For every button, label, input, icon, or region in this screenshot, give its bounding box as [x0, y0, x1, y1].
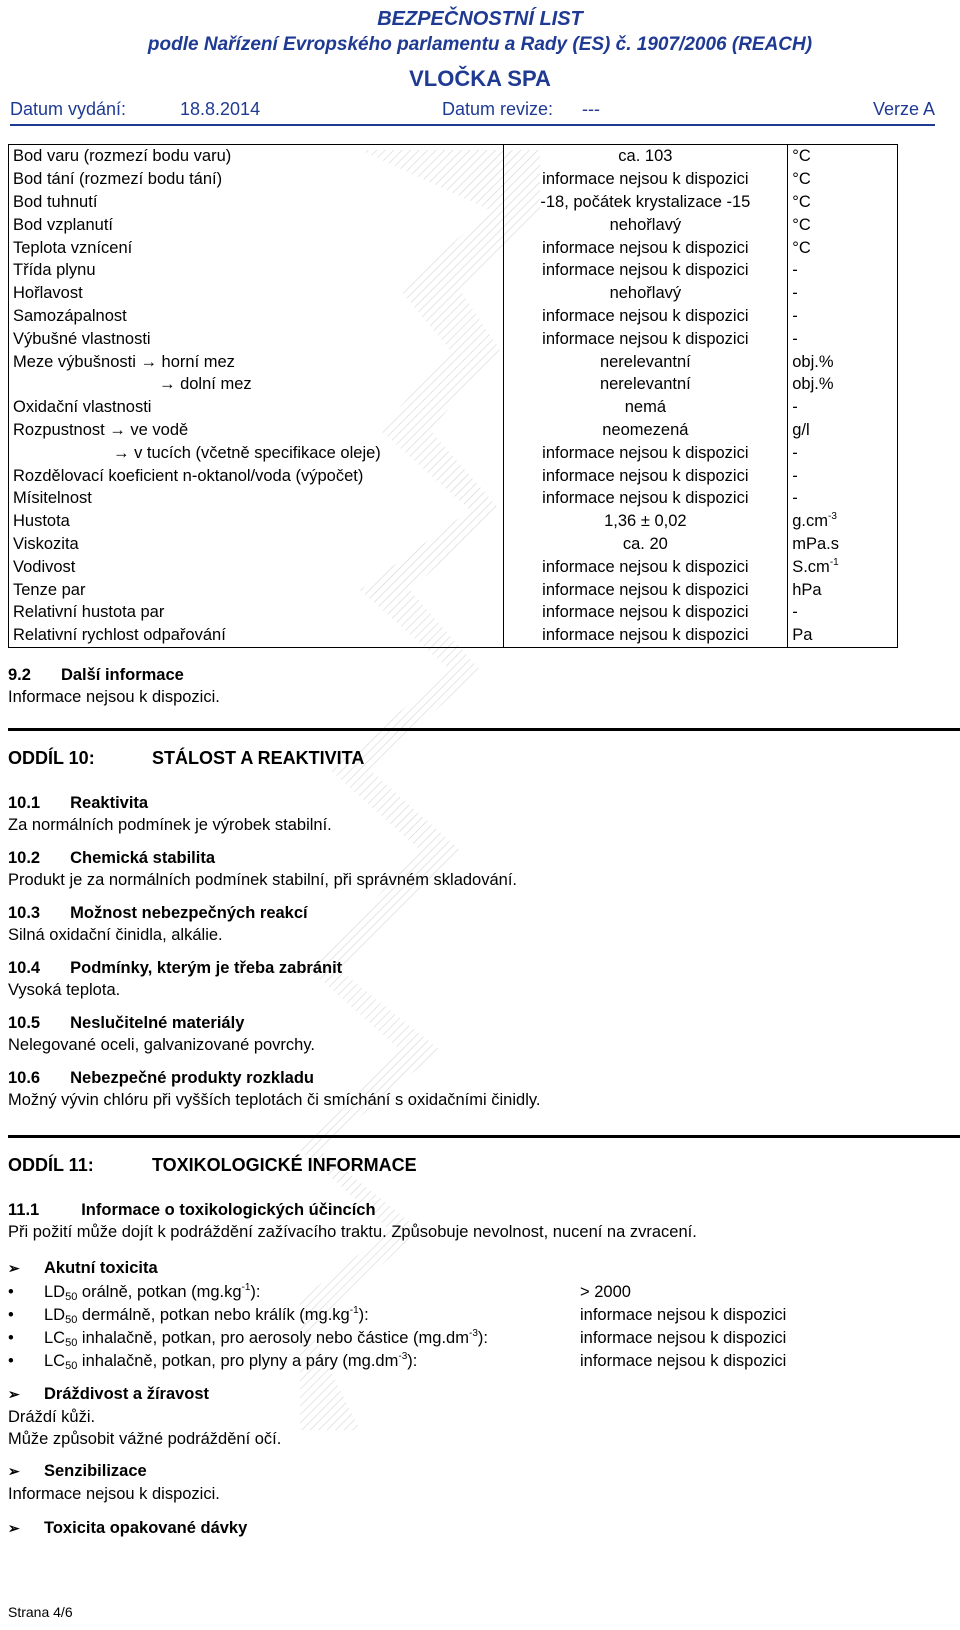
product-name: VLOČKA SPA: [409, 66, 551, 91]
property-row: [9, 441, 898, 464]
property-unit: [788, 305, 898, 328]
section-title: Další informace: [60, 666, 184, 684]
subsection-heading: [8, 1014, 244, 1033]
unit-text: -: [792, 398, 798, 417]
subheading-label: Toxicita opakované dávky: [44, 1519, 248, 1537]
property-unit: [788, 464, 898, 487]
endpoint-code: LC: [44, 1352, 66, 1370]
sensitization-text: Informace nejsou k dispozici.: [8, 1485, 220, 1503]
property-value: ca. 20: [503, 533, 788, 556]
property-value: nemá: [503, 396, 788, 419]
endpoint-suffix: ):: [407, 1352, 418, 1370]
subsection-text: Silná oxidační činidla, alkálie.: [8, 926, 223, 944]
property-name: Bod vzplanutí: [9, 213, 504, 236]
property-name: Mísitelnost: [9, 487, 504, 510]
property-value: informace nejsou k dispozici: [503, 236, 788, 259]
property-row: [9, 396, 898, 419]
property-name: Viskozita: [9, 533, 504, 556]
property-row: [9, 168, 898, 191]
section-number: 9.2: [8, 666, 31, 684]
unit-text: mPa.s: [792, 534, 839, 553]
unit-text: -: [792, 284, 798, 303]
subheading-label: Akutní toxicita: [44, 1259, 158, 1277]
section-11-1-heading: [8, 1201, 376, 1220]
unit-text: S.cm: [792, 557, 830, 576]
regulation-subtitle: podle Nařízení Evropského parlamentu a Rady (ES) č. 1907/2006 (REACH): [147, 34, 813, 55]
endpoint-description: inhalačně, potkan, pro aerosoly nebo částice (mg.dm: [77, 1329, 469, 1347]
document-title: BEZPEČNOSTNÍ LIST: [377, 8, 583, 30]
property-name: Bod tuhnutí: [9, 191, 504, 214]
property-value: informace nejsou k dispozici: [503, 555, 788, 578]
endpoint-suffix: ):: [477, 1329, 488, 1347]
section-9-2-heading: [8, 666, 184, 685]
property-name: Vodivost: [9, 555, 504, 578]
property-name: Oxidační vlastnosti: [9, 396, 504, 419]
endpoint-code: LD: [44, 1283, 66, 1301]
subsection-heading: [8, 849, 215, 868]
property-name: Výbušné vlastnosti: [9, 327, 504, 350]
irritation-line: Dráždí kůži.: [8, 1408, 96, 1426]
property-name: → dolní mez: [9, 373, 504, 396]
property-value: informace nejsou k dispozici: [503, 441, 788, 464]
property-unit: [788, 213, 898, 236]
subsection-number: 10.6: [8, 1069, 41, 1087]
unit-text: g/l: [792, 420, 810, 439]
property-unit: [788, 145, 898, 168]
endpoint-subscript: 50: [65, 1337, 78, 1349]
endpoint-value: informace nejsou k dispozici: [580, 1329, 787, 1347]
property-unit: [788, 441, 898, 464]
endpoint-subscript: 50: [65, 1291, 78, 1303]
unit-text: -: [792, 329, 798, 348]
subheading-label: Dráždivost a žíravost: [44, 1385, 210, 1403]
property-value: informace nejsou k dispozici: [503, 168, 788, 191]
property-unit: [788, 191, 898, 214]
unit-exponent: -1: [829, 556, 839, 568]
property-name: Rozdělovací koeficient n-oktanol/voda (výpočet): [9, 464, 504, 487]
section-9-2-text: Informace nejsou k dispozici.: [8, 688, 220, 706]
subsection-title: Nebezpečné produkty rozkladu: [70, 1069, 315, 1087]
property-row: [9, 419, 898, 442]
property-row: [9, 487, 898, 510]
repeated-dose-heading: [8, 1519, 247, 1538]
subsection-title: Chemická stabilita: [70, 849, 216, 867]
property-value: informace nejsou k dispozici: [503, 624, 788, 647]
property-unit: [788, 396, 898, 419]
endpoint-value: informace nejsou k dispozici: [580, 1306, 787, 1324]
unit-text: g.cm: [792, 512, 828, 531]
subsection-title: Reaktivita: [70, 794, 149, 812]
property-name: Hustota: [9, 510, 504, 533]
issue-date: 18.8.2014: [180, 99, 261, 119]
unit-exponent: -3: [827, 511, 837, 523]
irritation-heading: [8, 1385, 209, 1404]
property-value: nerelevantní: [503, 350, 788, 373]
property-row: [9, 191, 898, 214]
property-value: informace nejsou k dispozici: [503, 487, 788, 510]
endpoint-code: LD: [44, 1306, 66, 1324]
unit-text: obj.%: [792, 375, 834, 394]
property-value: informace nejsou k dispozici: [503, 327, 788, 350]
acute-toxicity-heading: [8, 1259, 158, 1278]
property-unit: [788, 168, 898, 191]
endpoint-label: [44, 1329, 488, 1347]
property-value: nehořlavý: [503, 282, 788, 305]
property-name: Rozpustnost → ve vodě: [9, 419, 504, 442]
unit-text: °C: [792, 192, 811, 211]
subsection-heading: [8, 959, 342, 978]
property-value: neomezená: [503, 419, 788, 442]
section-10-label: ODDÍL 10:: [8, 748, 95, 768]
property-row: [9, 555, 898, 578]
subsection-number: 10.1: [8, 794, 41, 812]
property-unit: [788, 419, 898, 442]
subsection-title: Podmínky, kterým je třeba zabránit: [70, 959, 343, 977]
property-value: nerelevantní: [503, 373, 788, 396]
unit-text: -: [792, 443, 798, 462]
section-divider: [8, 1135, 960, 1138]
property-name: Třída plynu: [9, 259, 504, 282]
revision-value: ---: [582, 99, 600, 119]
unit-text: obj.%: [792, 352, 834, 371]
property-unit: [788, 373, 898, 396]
section-11-1-text: Při požití může dojít k podráždění zažívacího traktu. Způsobuje nevolnost, nucení na zvracení.: [8, 1223, 697, 1241]
unit-text: -: [792, 261, 798, 280]
acute-toxicity-item: [8, 1352, 948, 1371]
irritation-line: Může způsobit vážné podráždění očí.: [8, 1430, 282, 1448]
property-name: Hořlavost: [9, 282, 504, 305]
unit-text: -: [792, 466, 798, 485]
unit-text: hPa: [792, 580, 822, 599]
subsection-text: Vysoká teplota.: [8, 981, 121, 999]
unit-text: °C: [792, 147, 811, 166]
subsection-number: 10.2: [8, 849, 41, 867]
property-unit: [788, 282, 898, 305]
property-row: [9, 464, 898, 487]
property-value: informace nejsou k dispozici: [503, 578, 788, 601]
subsection-text: Produkt je za normálních podmínek stabilní, při správném skladování.: [8, 871, 518, 889]
property-row: [9, 373, 898, 396]
subheading-label: Senzibilizace: [44, 1462, 147, 1480]
unit-text: °C: [792, 170, 811, 189]
property-unit: [788, 327, 898, 350]
property-value: informace nejsou k dispozici: [503, 259, 788, 282]
property-row: [9, 601, 898, 624]
section-11-label: ODDÍL 11:: [8, 1155, 94, 1175]
property-value: ca. 103: [503, 145, 788, 168]
property-unit: [788, 487, 898, 510]
property-name: Relativní hustota par: [9, 601, 504, 624]
subsection-text: Možný vývin chlóru při vyšších teplotách či smíchání s oxidačními činidly.: [8, 1091, 541, 1109]
document-meta-row: [10, 96, 935, 126]
property-row: [9, 305, 898, 328]
property-row: [9, 213, 898, 236]
physical-properties-table: [8, 144, 898, 648]
property-unit: [788, 624, 898, 647]
endpoint-subscript: 50: [65, 1360, 78, 1372]
property-name: → v tucích (včetně specifikace oleje): [9, 441, 504, 464]
subsection-text: Nelegované oceli, galvanizované povrchy.: [8, 1036, 315, 1054]
property-row: [9, 624, 898, 647]
subsection-heading: [8, 1069, 314, 1088]
endpoint-label: [44, 1352, 417, 1370]
section-10-title: STÁLOST A REAKTIVITA: [152, 748, 365, 768]
arrowhead-bullet-icon: ➢: [8, 1463, 20, 1479]
property-value: informace nejsou k dispozici: [503, 464, 788, 487]
unit-text: -: [792, 489, 798, 508]
sensitization-heading: [8, 1462, 147, 1481]
version-label: Verze A: [872, 99, 935, 119]
property-value: nehořlavý: [503, 213, 788, 236]
bullet-dot-icon: •: [8, 1352, 14, 1370]
subsection-heading: [8, 794, 148, 813]
endpoint-description: orálně, potkan (mg.kg: [77, 1283, 242, 1301]
section-title: Informace o toxikologických účincích: [81, 1201, 376, 1219]
property-unit: [788, 533, 898, 556]
bullet-dot-icon: •: [8, 1283, 14, 1301]
section-number: 11.1: [8, 1201, 40, 1219]
property-row: [9, 350, 898, 373]
property-name: Teplota vznícení: [9, 236, 504, 259]
bullet-dot-icon: •: [8, 1306, 14, 1324]
subsection-heading: [8, 904, 308, 923]
property-row: [9, 145, 898, 168]
subsection-title: Neslučitelné materiály: [70, 1014, 245, 1032]
property-row: [9, 236, 898, 259]
property-row: [9, 578, 898, 601]
section-11-title: TOXIKOLOGICKÉ INFORMACE: [152, 1155, 417, 1175]
unit-exponent: -1: [349, 1305, 359, 1316]
property-unit: [788, 578, 898, 601]
endpoint-subscript: 50: [65, 1314, 78, 1326]
endpoint-value: informace nejsou k dispozici: [580, 1352, 787, 1370]
subsection-title: Možnost nebezpečných reakcí: [70, 904, 308, 922]
section-divider: [8, 728, 960, 731]
unit-exponent: -1: [241, 1282, 251, 1293]
unit-text: -: [792, 306, 798, 325]
property-row: [9, 282, 898, 305]
endpoint-label: [44, 1306, 369, 1324]
property-name: Relativní rychlost odpařování: [9, 624, 504, 647]
property-unit: [788, 601, 898, 624]
unit-exponent: -3: [398, 1351, 408, 1362]
endpoint-value: > 2000: [580, 1283, 631, 1301]
property-unit: [788, 350, 898, 373]
property-name: Bod tání (rozmezí bodu tání): [9, 168, 504, 191]
property-value: informace nejsou k dispozici: [503, 601, 788, 624]
endpoint-description: dermálně, potkan nebo králík (mg.kg: [77, 1306, 350, 1324]
issue-date-label: Datum vydání:: [10, 99, 127, 119]
property-unit: [788, 259, 898, 282]
property-unit: [788, 555, 898, 578]
arrowhead-bullet-icon: ➢: [8, 1520, 20, 1536]
endpoint-suffix: ):: [250, 1283, 261, 1301]
subsection-text: Za normálních podmínek je výrobek stabilní.: [8, 816, 332, 834]
acute-toxicity-item: [8, 1306, 948, 1325]
endpoint-description: inhalačně, potkan, pro plyny a páry (mg.dm: [77, 1352, 399, 1370]
endpoint-label: [44, 1283, 261, 1301]
subsection-number: 10.5: [8, 1014, 41, 1032]
property-name: Meze výbušnosti → horní mez: [9, 350, 504, 373]
endpoint-suffix: ):: [358, 1306, 369, 1324]
property-name: Bod varu (rozmezí bodu varu): [9, 145, 504, 168]
property-unit: [788, 236, 898, 259]
arrowhead-bullet-icon: ➢: [8, 1386, 20, 1402]
endpoint-code: LC: [44, 1329, 66, 1347]
property-value: 1,36 ± 0,02: [503, 510, 788, 533]
property-value: informace nejsou k dispozici: [503, 305, 788, 328]
bullet-dot-icon: •: [8, 1329, 14, 1347]
acute-toxicity-item: [8, 1283, 948, 1302]
property-unit: [788, 510, 898, 533]
revision-label: Datum revize:: [442, 99, 554, 119]
property-row: [9, 259, 898, 282]
unit-text: °C: [792, 215, 811, 234]
property-row: [9, 327, 898, 350]
unit-text: °C: [792, 238, 811, 257]
unit-exponent: -3: [468, 1328, 478, 1339]
property-name: Samozápalnost: [9, 305, 504, 328]
subsection-number: 10.3: [8, 904, 41, 922]
unit-text: Pa: [792, 626, 813, 645]
page-number: Strana 4/6: [8, 1604, 73, 1620]
property-row: [9, 510, 898, 533]
property-row: [9, 533, 898, 556]
property-name: Tenze par: [9, 578, 504, 601]
property-value: -18, počátek krystalizace -15: [503, 191, 788, 214]
arrowhead-bullet-icon: ➢: [8, 1260, 20, 1276]
unit-text: -: [792, 603, 798, 622]
acute-toxicity-item: [8, 1329, 948, 1348]
subsection-number: 10.4: [8, 959, 41, 977]
